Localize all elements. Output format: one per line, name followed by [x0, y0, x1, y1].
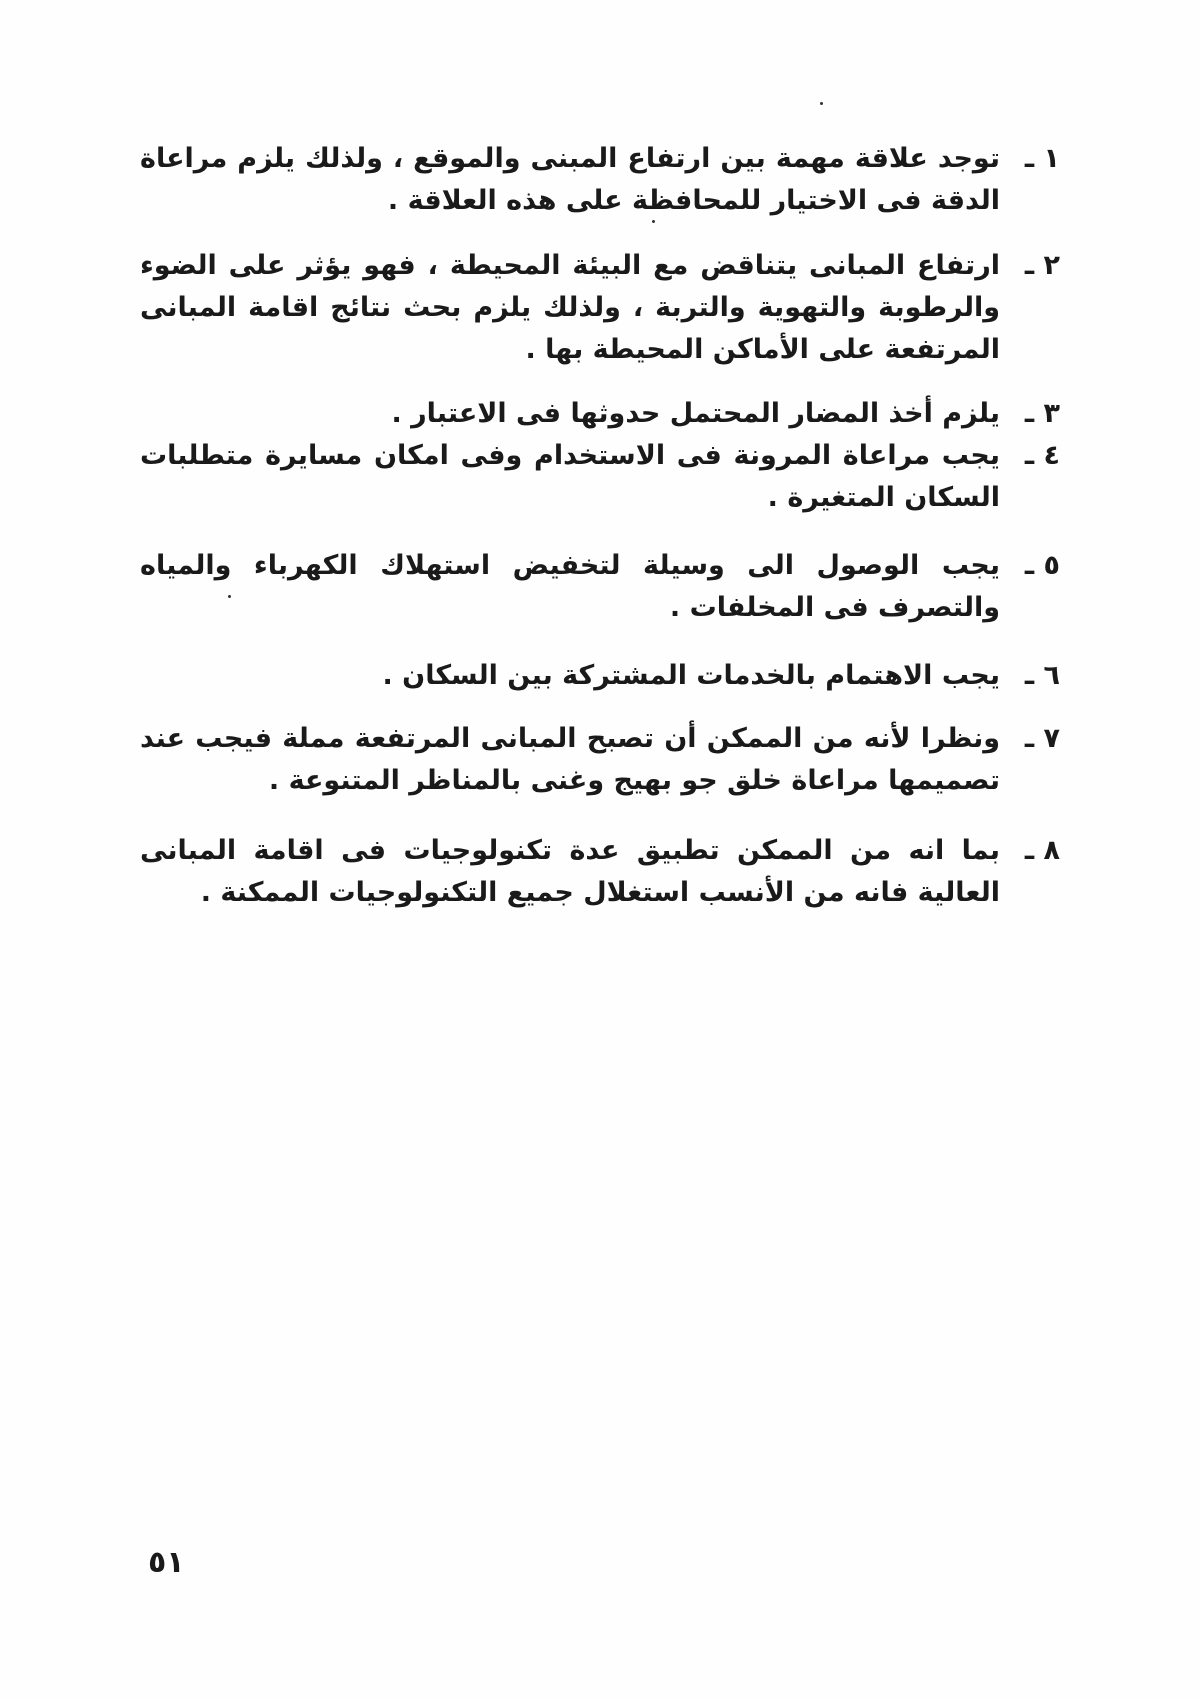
item-text: توجد علاقة مهمة بين ارتفاع المبنى والموقع ، ولذلك يلزم مراعاة الدقة فى الاختيار للمحافظة على هذه العلاقة . — [140, 143, 1000, 216]
item-number: ٥ ـ — [1024, 550, 1060, 581]
scan-speck — [820, 102, 823, 105]
page-number: ٥١ — [148, 1545, 185, 1580]
list-item-6 — [140, 655, 1060, 697]
item-text: ونظرا لأنه من الممكن أن تصبح المبانى المرتفعة مملة فيجب عند تصميمها مراعاة خلق جو بهيج وغنى بالمناظر المتنوعة . — [140, 723, 1000, 796]
item-number: ٦ ـ — [1024, 660, 1060, 691]
item-number: ٨ ـ — [1024, 835, 1060, 866]
item-text: يجب الوصول الى وسيلة لتخفيض استهلاك الكهرباء والمياه والتصرف فى المخلفات . — [140, 550, 1000, 623]
list-item-4 — [140, 435, 1060, 519]
item-number: ٤ ـ — [1024, 440, 1060, 471]
list-item-8 — [140, 830, 1060, 914]
item-text: يلزم أخذ المضار المحتمل حدوثها فى الاعتبار . — [391, 398, 1000, 429]
list-item-1 — [140, 138, 1060, 222]
list-item-7 — [140, 718, 1060, 802]
item-number: ٢ ـ — [1024, 250, 1060, 281]
item-number: ٧ ـ — [1024, 723, 1060, 754]
item-text: يجب الاهتمام بالخدمات المشتركة بين السكان . — [382, 660, 1000, 691]
item-text: ارتفاع المبانى يتناقض مع البيئة المحيطة ، فهو يؤثر على الضوء والرطوبة والتهوية والتربة ، ولذلك يلزم بحث نتائج اقامة المبانى المرتفعة على الأماكن المحيطة بها . — [140, 250, 1000, 365]
item-number: ١ ـ — [1024, 143, 1060, 174]
item-text: بما انه من الممكن تطبيق عدة تكنولوجيات فى اقامة المبانى العالية فانه من الأنسب استغلال جميع التكنولوجيات الممكنة . — [140, 835, 1000, 908]
list-item-5 — [140, 545, 1060, 629]
list-item-2 — [140, 245, 1060, 371]
item-text: يجب مراعاة المرونة فى الاستخدام وفى امكان مسايرة متطلبات السكان المتغيرة . — [140, 440, 1000, 513]
list-item-3 — [140, 393, 1060, 435]
item-number: ٣ ـ — [1024, 398, 1060, 429]
